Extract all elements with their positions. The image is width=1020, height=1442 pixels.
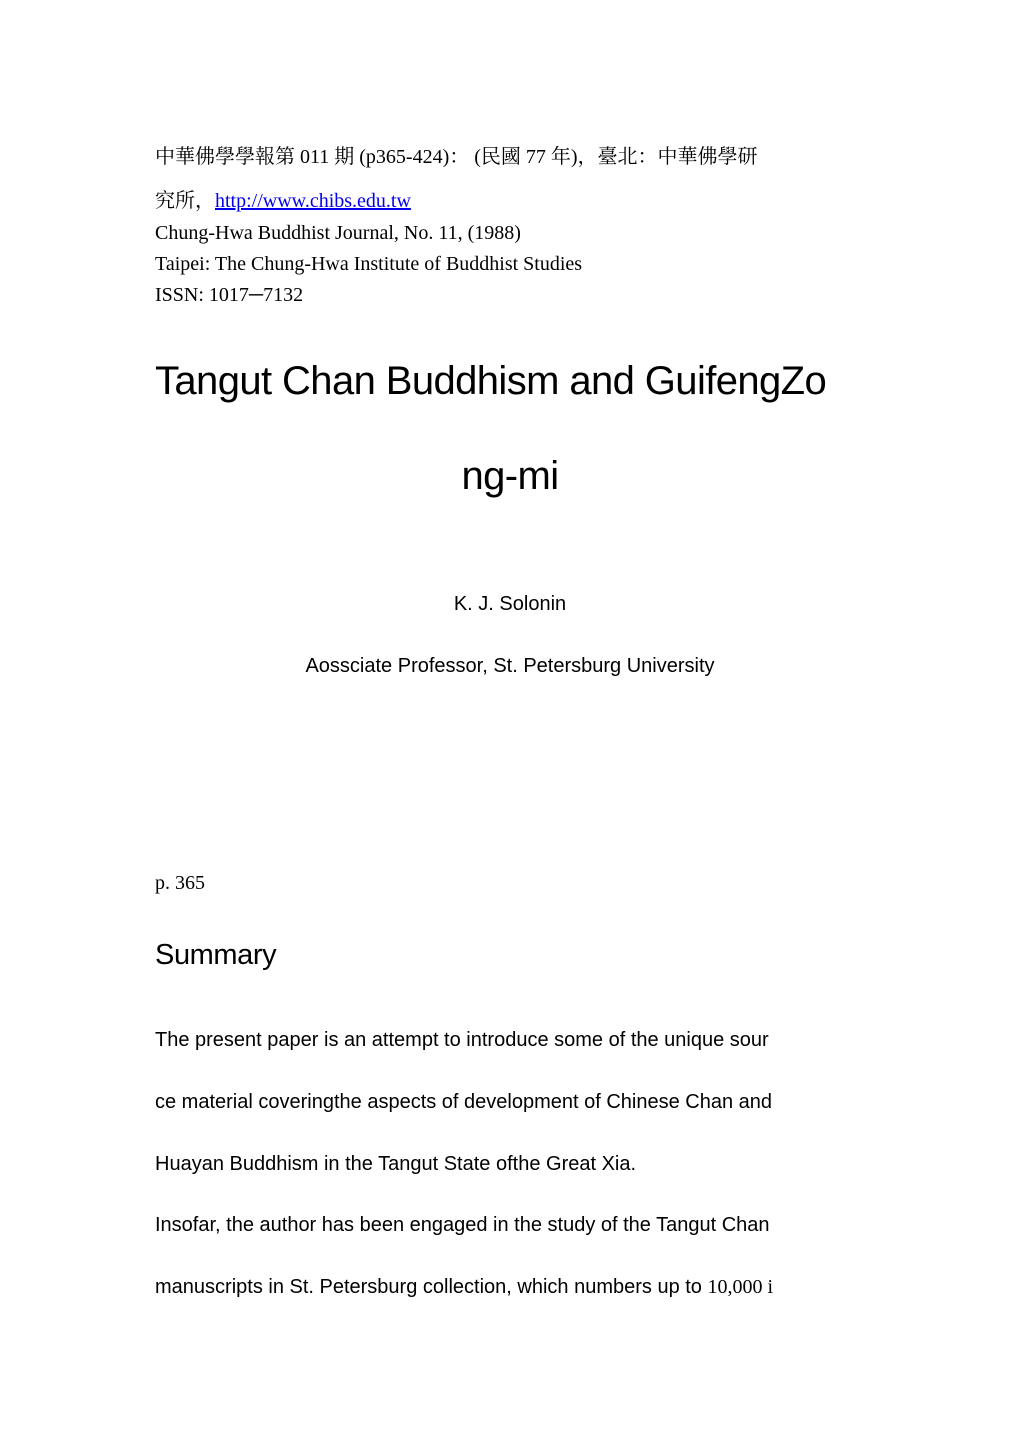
- institute-website-link[interactable]: http://www.chibs.edu.tw: [215, 190, 411, 212]
- summary-text-line: The present paper is an attempt to introduce some of the unique sour: [155, 1029, 769, 1051]
- citation-line-issn: ISSN: 1017─7132: [155, 284, 304, 306]
- citation-institute-text: 究所，: [155, 190, 215, 212]
- citation-line-journal: Chung-Hwa Buddhist Journal, No. 11, (1988): [155, 222, 521, 244]
- author-affiliation: Aossciate Professor, St. Petersburg University: [305, 655, 715, 677]
- citation-line-institute: [155, 189, 411, 213]
- summary-heading: Summary: [155, 939, 277, 971]
- citation-line-chinese: 中華佛學學報第 011 期 (p365-424)： (民國 77 年)，臺北：中華佛學研: [155, 146, 758, 168]
- page-number: p. 365: [155, 872, 205, 894]
- summary-text-line: ce material coveringthe aspects of development of Chinese Chan and: [155, 1091, 773, 1113]
- summary-text-line: [155, 1274, 773, 1300]
- paper-title-line-1: Tangut Chan Buddhism and GuifengZo: [155, 359, 827, 403]
- summary-text-line: Huayan Buddhism in the Tangut State ofthe Great Xia.: [155, 1153, 637, 1175]
- paper-title-line-2: ng-mi: [461, 454, 559, 498]
- author-name: K. J. Solonin: [453, 593, 567, 615]
- citation-line-publisher: Taipei: The Chung-Hwa Institute of Buddhist Studies: [155, 253, 583, 275]
- summary-text-segment: manuscripts in St. Petersburg collection, which numbers up to: [155, 1276, 708, 1298]
- summary-text-segment-number: 10,000 i: [707, 1276, 774, 1298]
- summary-text-line: Insofar, the author has been engaged in the study of the Tangut Chan: [155, 1214, 770, 1236]
